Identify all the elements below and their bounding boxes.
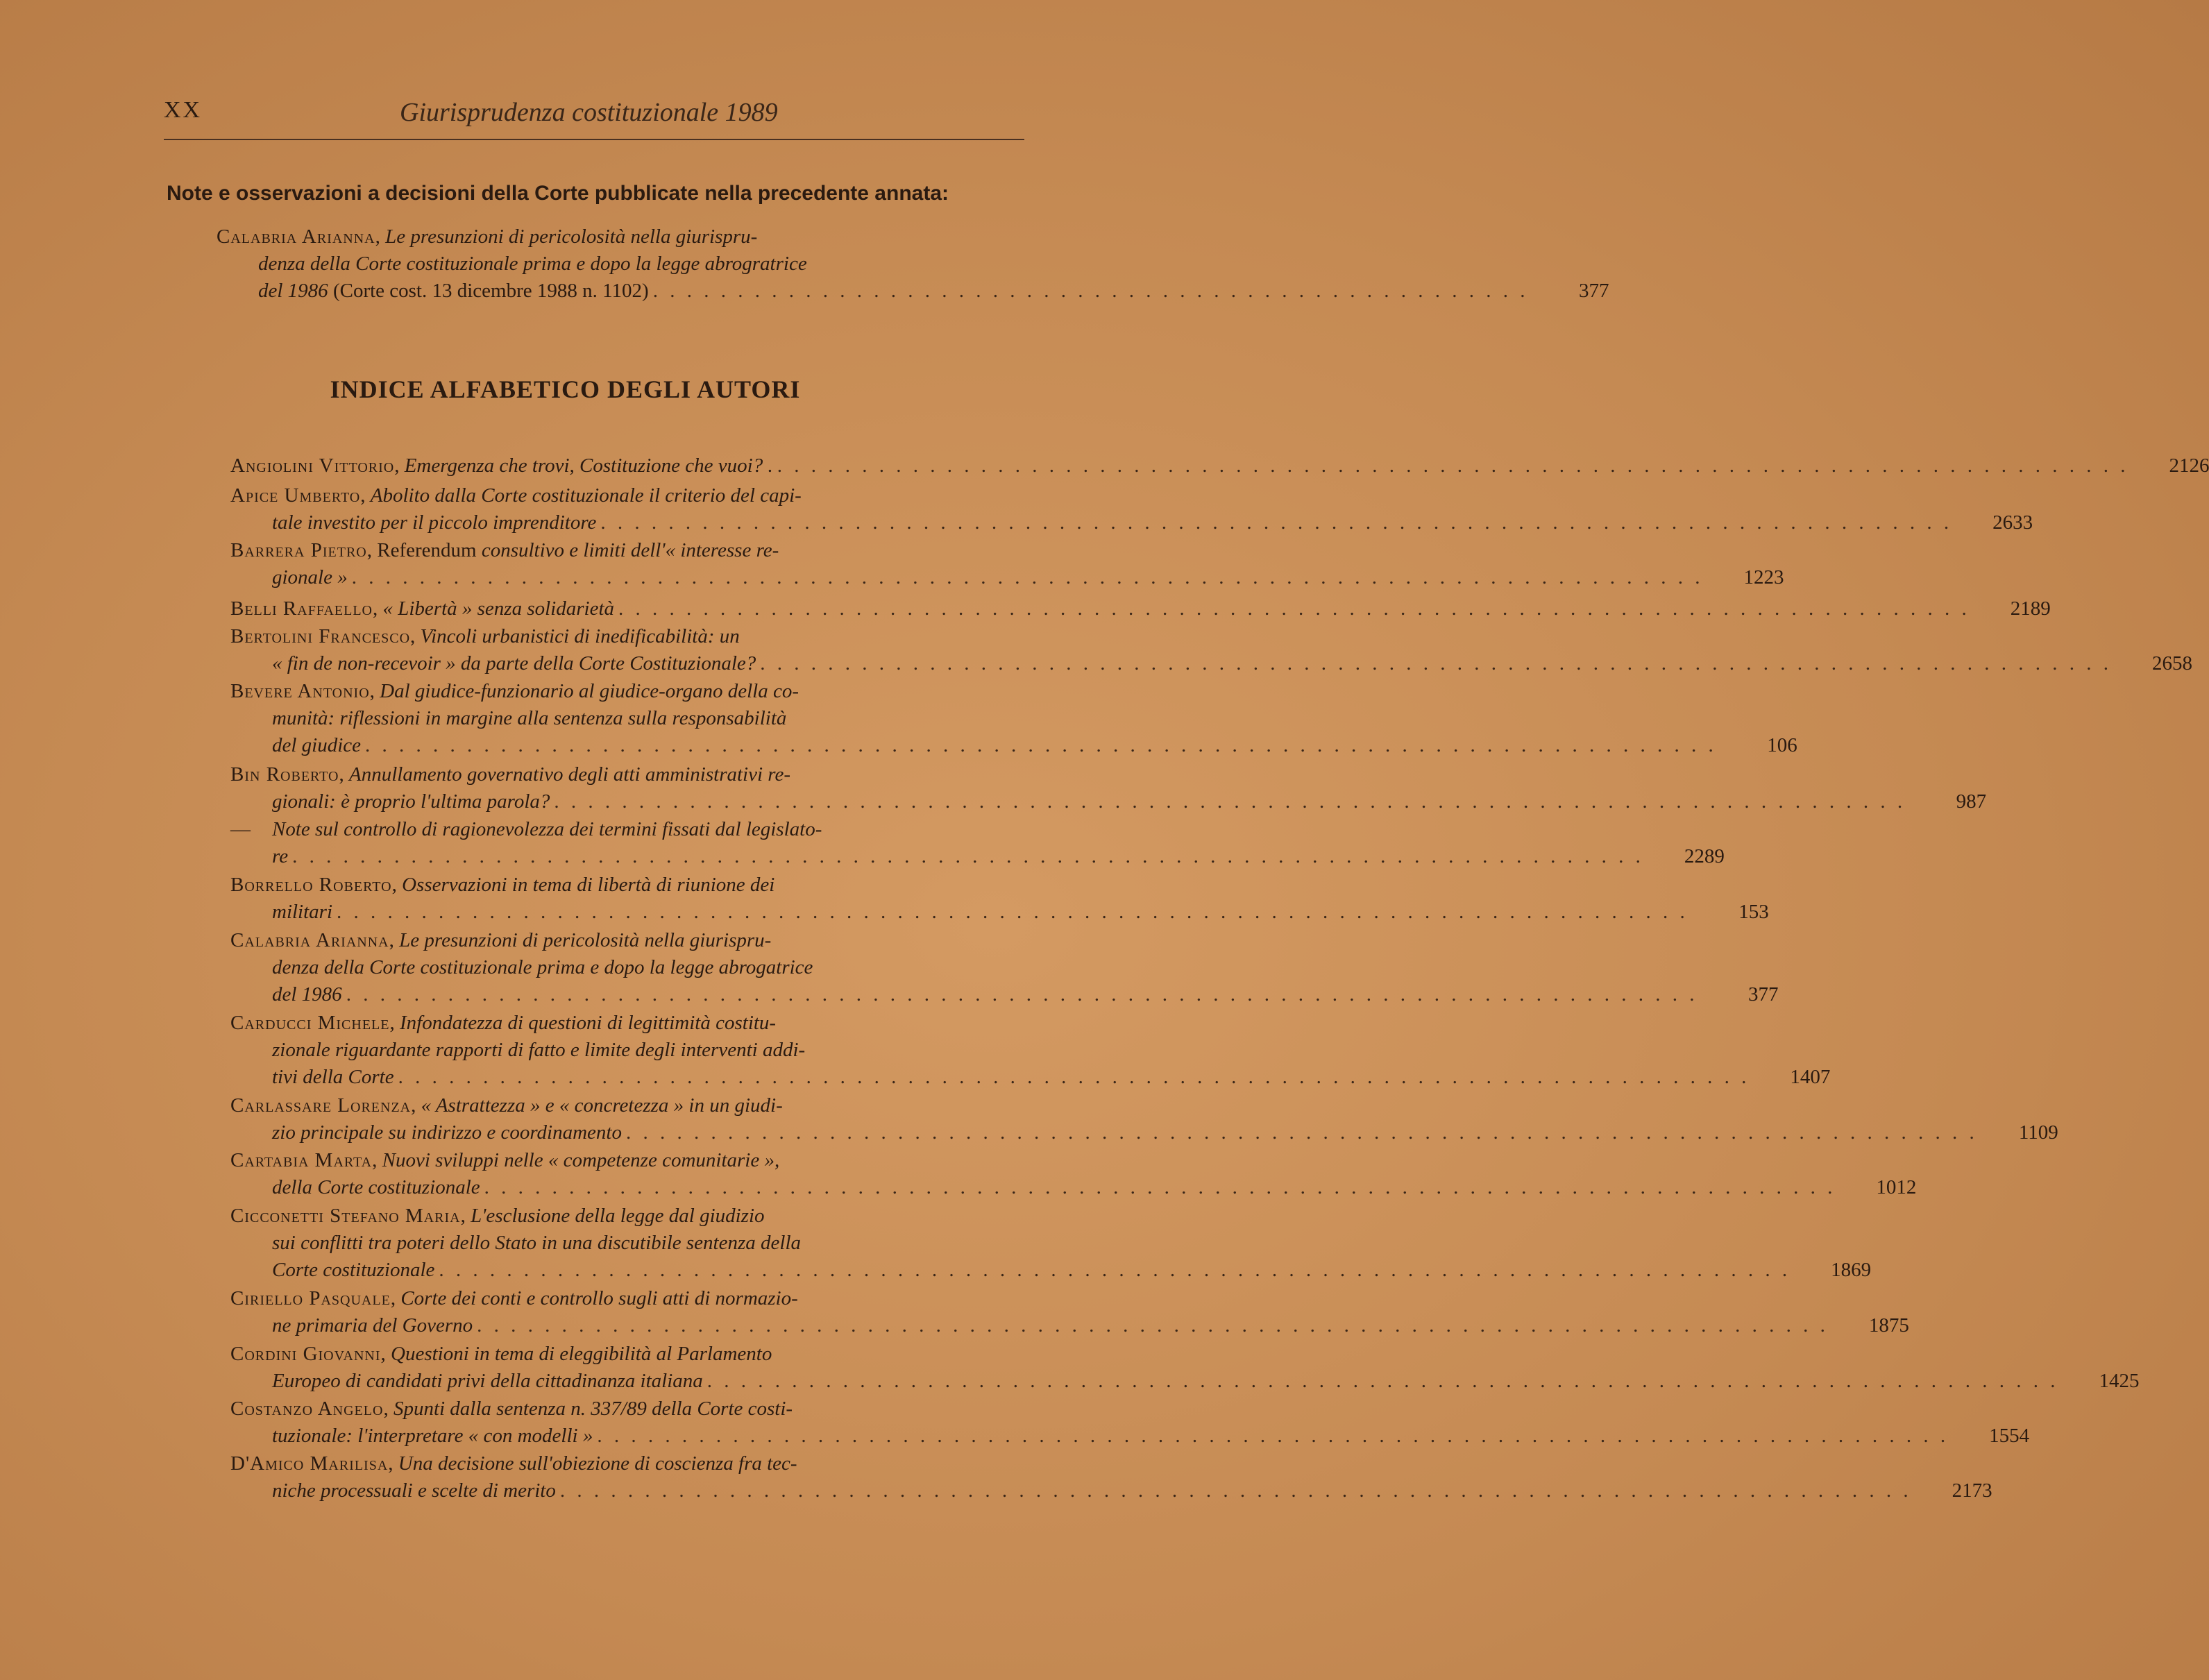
dot-leader: . . . . . . . . . . . . . . . . . . . . . . . . . . . . . . . . . . . . . . . . . . . . . . . . . . . . . . . . . . . . . . . . . . . . . . . . . . . . . . . .	[439, 1259, 1791, 1281]
entry-page: 153	[1738, 901, 1769, 923]
dot-leader: . . . . . . . . . . . . . . . . . . . . . . . . . . . . . . . . . . . . . . . . . . . . . . . . . . . . . . . . . . . . . . . . . . . . . . . . . . . . . . . .	[337, 901, 1689, 923]
entry-author: Carlassare Lorenza	[230, 1094, 412, 1117]
entry-title-line: del 1986	[272, 983, 342, 1006]
entry-title-line: Le presunzioni di pericolosità nella giurispru-	[385, 226, 758, 248]
index-heading: INDICE ALFABETICO DEGLI AUTORI	[330, 375, 801, 403]
entry-title-line: Note sul controllo di ragionevolezza dei termini fissati dal legislato-	[272, 818, 822, 840]
entry-title-line: L'esclusione della legge dal giudizio	[471, 1205, 765, 1227]
entry-page: 1875	[1868, 1314, 1909, 1337]
entry-author: Barrera Pietro	[230, 539, 367, 561]
entry-title-line: « Libertà » senza solidarietà	[382, 597, 615, 620]
entry-author: Carducci Michele	[230, 1012, 390, 1034]
entry-title-line: consultivo e limiti dell'« interesse re-	[481, 539, 779, 561]
entry-title-roman: Referendum	[377, 539, 482, 561]
dot-leader: . . . . . . . . . . . . . . . . . . . . . . . . . . . . . . . . . . . . . . . . . . . . . . . . . . . . . . . . . . . . . . . . . . . . . . . . . . . . . . . .	[706, 1370, 2059, 1392]
dot-leader: . . . . . . . . . . . . . . . . . . . . . . . . . . . . . . . . . . . . . . . . . . . . . . . . . . . . . . . . . . . . . . . . . . . . . . . . . . . . . . . .	[600, 511, 1953, 534]
entry-page: 987	[1956, 790, 1987, 813]
entry-title-line: Abolito dalla Corte costituzionale il criterio del capi-	[370, 484, 802, 507]
entry-title-line: tale investito per il piccolo imprenditore	[272, 511, 597, 534]
index-entry: Carducci Michele, Infondatezza di questioni di legittimità costitu- zionale riguardante rapporti di fatto e limite degli interventi addi- tivi della Corte . . . . . . . . . . . . . . . . . . . . . . . . . . . . . . . . . . . . . . . . . . . . . . . . . . . . . . . . . . . . . . . . . . . . . . . . . . . . . . . . 1407	[230, 1010, 1022, 1091]
entry-page: 1554	[1989, 1425, 2030, 1447]
entry-title-line: del 1986	[258, 280, 328, 302]
page-header	[164, 97, 1024, 139]
entry-author: Bin Roberto	[230, 763, 339, 786]
dot-leader: . . . . . . . . . . . . . . . . . . . . . . . . . . . . . . . . . . . . . . . . . . . . . . . . . . . . . . . . . . . . . . . . . . . . . . . . . . . . . . . .	[760, 652, 2113, 674]
entry-author: Belli Raffaello	[230, 597, 373, 620]
entry-title-line: Annullamento governativo degli atti amministrativi re-	[348, 763, 791, 786]
dot-leader: . . . . . . . . . . . . . . . . . . . . . . . . . . . . . . . . . . . . . . . . . . . . . . . . . . . . . . . . . . . . . . . . . . . . . . . . . . . . . . . .	[477, 1314, 1829, 1337]
entry-author: Angiolini Vittorio	[230, 455, 395, 477]
entry-author: D'Amico Marilisa	[230, 1452, 389, 1475]
entry-author: Cartabia Marta	[230, 1149, 373, 1171]
entry-author: Bevere Antonio	[230, 680, 370, 702]
repeat-author-dash: —	[230, 818, 251, 840]
entry-title-line: Dal giudice-funzionario al giudice-organo della co-	[380, 680, 799, 702]
index-entry: Borrello Roberto, Osservazioni in tema di libertà di riunione dei militari . . . . . . . . . . . . . . . . . . . . . . . . . . . . . . . . . . . . . . . . . . . . . . . . . . . . . . . . . . . . . . . . . . . . . . . . . . . . . . . . 153	[230, 872, 1022, 926]
entry-page: 2126	[2169, 455, 2209, 477]
entry-page: 2189	[2010, 597, 2051, 620]
index-entry: Calabria Arianna, Le presunzioni di pericolosità nella giurispru- denza della Corte costituzionale prima e dopo la legge abrogatrice del 1986 . . . . . . . . . . . . . . . . . . . . . . . . . . . . . . . . . . . . . . . . . . . . . . . . . . . . . . . . . . . . . . . . . . . . . . . . . . . . . . . . 377	[230, 927, 1022, 1008]
index-entry	[230, 816, 1725, 870]
entry-page: 1407	[1790, 1066, 1831, 1088]
entry-author: Cicconetti Stefano Maria	[230, 1205, 461, 1227]
notes-entry: Calabria Arianna, Le presunzioni di pericolosità nella giurispru- denza della Corte costituzionale prima e dopo la legge abrogratrice del 1986 (Corte cost. 13 dicembre 1988 n. 1102) . . . . . . . . . . . . . . . . . . . . . . . . . . . . . . . . . . . . . . . . . . . . . . . . . . . . 377	[217, 223, 1022, 305]
index-entry: Cicconetti Stefano Maria, L'esclusione della legge dal giudizio sui conflitti tra poteri dello Stato in una discutibile sentenza della Corte costituzionale . . . . . . . . . . . . . . . . . . . . . . . . . . . . . . . . . . . . . . . . . . . . . . . . . . . . . . . . . . . . . . . . . . . . . . . . . . . . . . . . 1869	[230, 1203, 1022, 1284]
entry-title-line: Nuovi sviluppi nelle « competenze comunitarie »,	[382, 1149, 780, 1171]
entry-page: 1109	[2018, 1121, 2058, 1144]
entry-page: 106	[1767, 734, 1797, 756]
index-entry: Angiolini Vittorio, Emergenza che trovi, Costituzione che vuoi? . . . . . . . . . . . . . . . . . . . . . . . . . . . . . . . . . . . . . . . . . . . . . . . . . . . . . . . . . . . . . . . . . . . . . . . . . . . . . . . . . 2126	[230, 452, 1022, 480]
entry-title-line: Corte dei conti e controllo sugli atti di normazio-	[400, 1287, 798, 1309]
index-entry: Belli Raffaello, « Libertà » senza solidarietà . . . . . . . . . . . . . . . . . . . . . . . . . . . . . . . . . . . . . . . . . . . . . . . . . . . . . . . . . . . . . . . . . . . . . . . . . . . . . . . . 2189	[230, 595, 1022, 622]
entry-author: Costanzo Angelo	[230, 1398, 384, 1420]
entry-author: Ciriello Pasquale	[230, 1287, 391, 1309]
entry-title-line: Europeo di candidati privi della cittadinanza italiana	[272, 1370, 703, 1392]
index-entry: D'Amico Marilisa, Una decisione sull'obiezione di coscienza fra tec- niche processuali e scelte di merito . . . . . . . . . . . . . . . . . . . . . . . . . . . . . . . . . . . . . . . . . . . . . . . . . . . . . . . . . . . . . . . . . . . . . . . . . . . . . . . . 2173	[230, 1450, 1022, 1504]
entry-title-line: del giudice	[272, 734, 362, 756]
dot-leader: . . . . . . . . . . . . . . . . . . . . . . . . . . . . . . . . . . . . . . . . . . . . . . . . . . . . . . . . . . . . . . . . . . . . . . . . . . . . . . . .	[626, 1121, 1978, 1144]
index-entry: Bertolini Francesco, Vincoli urbanistici di inedificabilità: un « fin de non-recevoir » da parte della Corte Costituzionale? . . . . . . . . . . . . . . . . . . . . . . . . . . . . . . . . . . . . . . . . . . . . . . . . . . . . . . . . . . . . . . . . . . . . . . . . . . . . . . . . 2658	[230, 623, 1022, 677]
entry-page: 377	[1747, 983, 1779, 1006]
index-entry: Costanzo Angelo, Spunti dalla sentenza n. 337/89 della Corte costi- tuzionale: l'interpretare « con modelli » . . . . . . . . . . . . . . . . . . . . . . . . . . . . . . . . . . . . . . . . . . . . . . . . . . . . . . . . . . . . . . . . . . . . . . . . . . . . . . . . 1554	[230, 1395, 1022, 1450]
entry-title-line: munità: riflessioni in margine alla sentenza sulla responsabilità	[272, 707, 787, 729]
entry-title-line: denza della Corte costituzionale prima e dopo la legge abrogratrice	[258, 253, 807, 275]
entry-title-line: tuzionale: l'interpretare « con modelli »	[272, 1425, 593, 1447]
entry-title-line: niche processuali e scelte di merito	[272, 1479, 556, 1502]
dot-leader: . . . . . . . . . . . . . . . . . . . . . . . . . . . . . . . . . . . . . . . . . . . . . . . . . . . . . . . . . . . . . . . . . . . . . . . . . . . . . . . .	[597, 1425, 1949, 1447]
entry-title-line: zio principale su indirizzo e coordinamento	[272, 1121, 622, 1144]
index-entry: Bevere Antonio, Dal giudice-funzionario al giudice-organo della co- munità: riflessioni in margine alla sentenza sulla responsabilità del giudice . . . . . . . . . . . . . . . . . . . . . . . . . . . . . . . . . . . . . . . . . . . . . . . . . . . . . . . . . . . . . . . . . . . . . . . . . . . . . . . . 106	[230, 678, 1022, 759]
running-title: Giurisprudenza costituzionale 1989	[400, 98, 778, 127]
entry-author: Cordini Giovanni	[230, 1343, 381, 1365]
dot-leader: . . . . . . . . . . . . . . . . . . . . . . . . . . . . . . . . . . . . . . . . . . . . . . . . . . . . . . . . . . . . . . . . . . . . . . . . . . . . . . . .	[365, 734, 1717, 756]
entry-page: 1869	[1831, 1259, 1872, 1281]
entry-title-line: gionale »	[272, 566, 348, 588]
entry-page: 2658	[2152, 652, 2193, 674]
entry-title-line: Emergenza che trovi, Costituzione che vuoi? .	[404, 455, 773, 477]
dot-leader: . . . . . . . . . . . . . . . . . . . . . . . . . . . . . . . . . . . . . . . . . . . . . . . . . . . . . . . . . . . . . . . . . . . . . . . . . . . . . . . .	[554, 790, 1906, 813]
entry-title-line: della Corte costituzionale	[272, 1176, 480, 1198]
entry-page: 2173	[1952, 1479, 1992, 1502]
entry-page: 1223	[1743, 566, 1784, 588]
dot-leader: . . . . . . . . . . . . . . . . . . . . . . . . . . . . . . . . . . . . . . . . . . . . . . . . . . . . . . . . . . . . . . . . . . . . . . . . . . . . . . . .	[346, 983, 1698, 1006]
entry-title-line: Corte costituzionale	[272, 1259, 435, 1281]
entry-page: 2633	[1992, 511, 2033, 534]
entry-author: Calabria Arianna	[217, 226, 375, 248]
dot-leader: . . . . . . . . . . . . . . . . . . . . . . . . . . . . . . . . . . . . . . . . . . . . . . . . . . . . . . . . . . . . . . . . . . . . . . . . . . . . . . . .	[777, 455, 2129, 477]
entry-title-line: tivi della Corte	[272, 1066, 394, 1088]
entry-title-line: Vincoli urbanistici di inedificabilità: un	[420, 625, 740, 647]
entry-title-line: Infondatezza di questioni di legittimità costitu-	[399, 1012, 777, 1034]
page-number: XX	[164, 97, 203, 123]
index-entry: Apice Umberto, Abolito dalla Corte costituzionale il criterio del capi- tale investito per il piccolo imprenditore . . . . . . . . . . . . . . . . . . . . . . . . . . . . . . . . . . . . . . . . . . . . . . . . . . . . . . . . . . . . . . . . . . . . . . . . . . . . . . . . 2633	[230, 482, 1022, 536]
dot-leader: . . . . . . . . . . . . . . . . . . . . . . . . . . . . . . . . . . . . . . . . . . . . . . . . . . . . . . . . . . . . . . . . . . . . . . . . . . . . . . . .	[618, 597, 1970, 620]
entry-title-line: Le presunzioni di pericolosità nella giurispru-	[399, 929, 772, 951]
entry-author: Calabria Arianna	[230, 929, 389, 951]
entry-title-line: (Corte cost. 13 dicembre 1988 n. 1102)	[328, 280, 649, 302]
dot-leader: . . . . . . . . . . . . . . . . . . . . . . . . . . . . . . . . . . . . . . . . . . . . . . . . . . . . . . . . . . . . . . . . . . . . . . . . . . . . . . . .	[351, 566, 1704, 588]
dot-leader: . . . . . . . . . . . . . . . . . . . . . . . . . . . . . . . . . . . . . . . . . . . . . . . . . . . . . . . . . . . . . . . . . . . . . . . . . . . . . . . .	[559, 1479, 1912, 1502]
entry-title-line: « fin de non-recevoir » da parte della Corte Costituzionale?	[272, 652, 756, 674]
entry-title-line: gionali: è proprio l'ultima parola?	[272, 790, 550, 813]
entry-author: Borrello Roberto	[230, 874, 392, 896]
entry-page: 1012	[1876, 1176, 1917, 1198]
index-entry: Cartabia Marta, Nuovi sviluppi nelle « competenze comunitarie », della Corte costituzionale . . . . . . . . . . . . . . . . . . . . . . . . . . . . . . . . . . . . . . . . . . . . . . . . . . . . . . . . . . . . . . . . . . . . . . . . . . . . . . . . 1012	[230, 1147, 1022, 1201]
entry-page: 1425	[2099, 1370, 2140, 1392]
index-entry: Cordini Giovanni, Questioni in tema di eleggibilità al Parlamento Europeo di candidati privi della cittadinanza italiana . . . . . . . . . . . . . . . . . . . . . . . . . . . . . . . . . . . . . . . . . . . . . . . . . . . . . . . . . . . . . . . . . . . . . . . . . . . . . . . . 1425	[230, 1341, 1022, 1395]
notes-heading: Note e osservazioni a decisioni della Corte pubblicate nella precedente annata:	[167, 182, 949, 205]
entry-title-line: ne primaria del Governo	[272, 1314, 473, 1337]
entry-title-line: militari	[272, 901, 333, 923]
dot-leader: . . . . . . . . . . . . . . . . . . . . . . . . . . . . . . . . . . . . . . . . . . . . . . . . . . . . . . . . . . . . . . . . . . . . . . . . . . . . . . . .	[292, 845, 1644, 867]
entry-title-line: zionale riguardante rapporti di fatto e limite degli interventi addi-	[272, 1039, 806, 1061]
entry-title-line: Osservazioni in tema di libertà di riunione dei	[402, 874, 775, 896]
entry-title-line: sui conflitti tra poteri dello Stato in una discutibile sentenza della	[272, 1232, 802, 1254]
entry-title-line: Questioni in tema di eleggibilità al Parlamento	[391, 1343, 772, 1365]
index-entry: Carlassare Lorenza, « Astrattezza » e « concretezza » in un giudi- zio principale su indirizzo e coordinamento . . . . . . . . . . . . . . . . . . . . . . . . . . . . . . . . . . . . . . . . . . . . . . . . . . . . . . . . . . . . . . . . . . . . . . . . . . . . . . . . 1109	[230, 1092, 1022, 1146]
dot-leader: . . . . . . . . . . . . . . . . . . . . . . . . . . . . . . . . . . . . . . . . . . . . . . . . . . . . . . . . . . . . . . . . . . . . . . . . . . . . . . . .	[484, 1176, 1836, 1198]
dot-leader: . . . . . . . . . . . . . . . . . . . . . . . . . . . . . . . . . . . . . . . . . . . . . . . . . . . .	[652, 280, 1529, 302]
entry-title-line: Spunti dalla sentenza n. 337/89 della Corte costi-	[393, 1398, 793, 1420]
dot-leader: . . . . . . . . . . . . . . . . . . . . . . . . . . . . . . . . . . . . . . . . . . . . . . . . . . . . . . . . . . . . . . . . . . . . . . . . . . . . . . . .	[398, 1066, 1750, 1088]
entry-title-line: re	[272, 845, 289, 867]
entry-author: Apice Umberto	[230, 484, 361, 507]
index-entry: Ciriello Pasquale, Corte dei conti e controllo sugli atti di normazio- ne primaria del Governo . . . . . . . . . . . . . . . . . . . . . . . . . . . . . . . . . . . . . . . . . . . . . . . . . . . . . . . . . . . . . . . . . . . . . . . . . . . . . . . . 1875	[230, 1285, 1022, 1339]
entry-author: Bertolini Francesco	[230, 625, 411, 647]
index-entry: Bin Roberto, Annullamento governativo degli atti amministrativi re- gionali: è proprio l'ultima parola? . . . . . . . . . . . . . . . . . . . . . . . . . . . . . . . . . . . . . . . . . . . . . . . . . . . . . . . . . . . . . . . . . . . . . . . . . . . . . . . . 987	[230, 761, 1022, 815]
header-rule	[164, 139, 1024, 140]
entry-title-line: « Astrattezza » e « concretezza » in un giudi-	[421, 1094, 783, 1117]
entry-title-line: Una decisione sull'obiezione di coscienza fra tec-	[398, 1452, 797, 1475]
entry-page: 377	[1578, 280, 1609, 302]
index-entry: Barrera Pietro, Referendum consultivo e limiti dell'« interesse re- gionale » . . . . . . . . . . . . . . . . . . . . . . . . . . . . . . . . . . . . . . . . . . . . . . . . . . . . . . . . . . . . . . . . . . . . . . . . . . . . . . . . 1223	[230, 537, 1022, 591]
entry-title-line: denza della Corte costituzionale prima e dopo la legge abrogatrice	[272, 956, 813, 978]
entry-page: 2289	[1684, 845, 1725, 867]
